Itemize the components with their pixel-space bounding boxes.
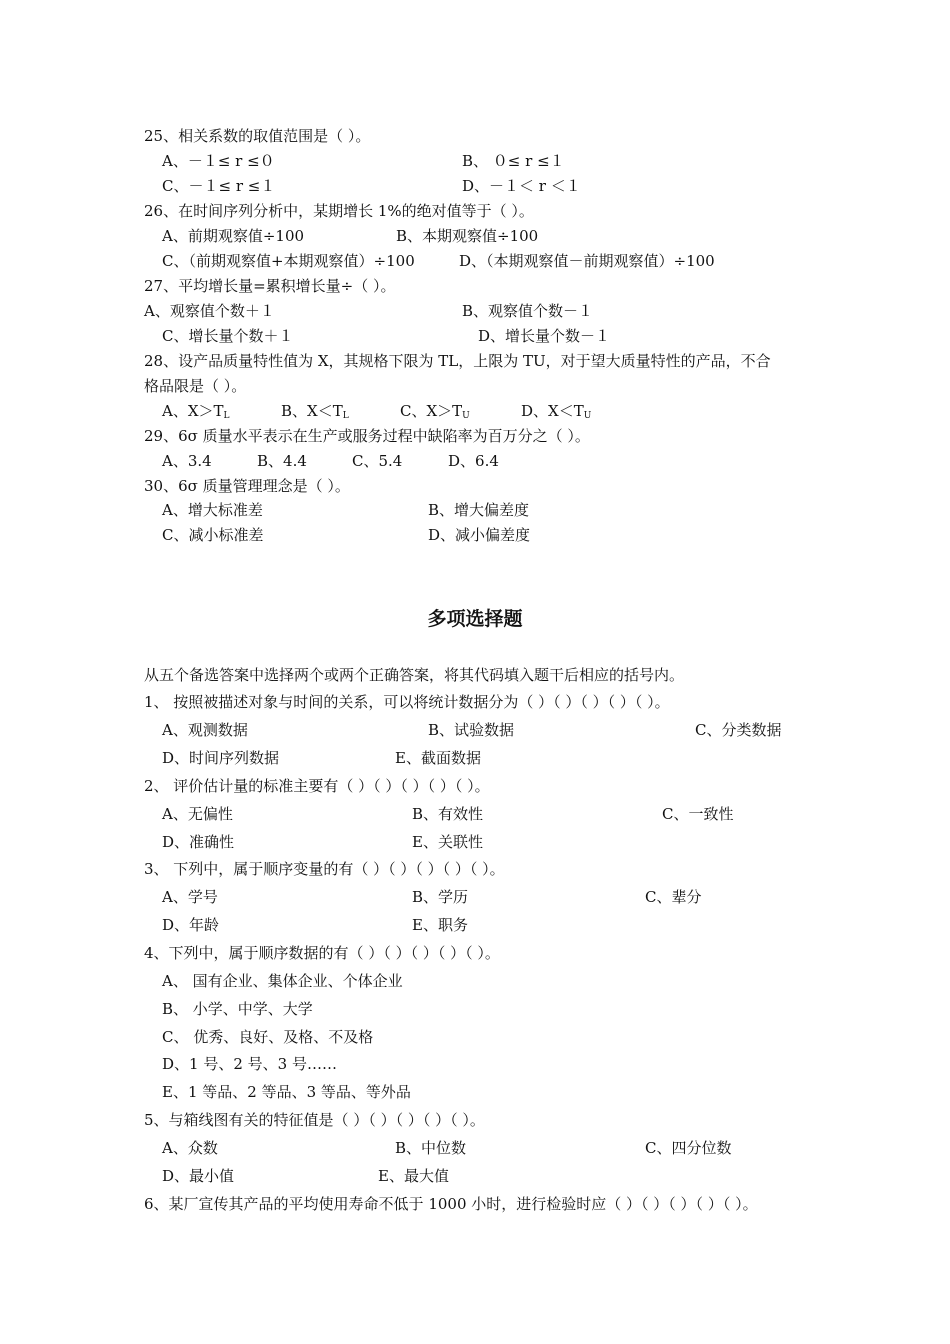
q30-option-c: C、减小标准差 — [162, 526, 264, 544]
m2-option-e: E、关联性 — [412, 833, 483, 851]
q29-option-b: B、4.4 — [257, 452, 307, 470]
m1-option-e: E、截面数据 — [395, 749, 481, 767]
q26-option-c: C、（前期观察值+本期观察值）÷100 — [162, 252, 415, 270]
m3-option-e: E、职务 — [412, 916, 468, 934]
q27-option-c: C、增长量个数＋１ — [162, 327, 294, 345]
m4-option-b: B、 小学、中学、大学 — [162, 1000, 313, 1018]
m4-option-c: C、 优秀、良好、及格、不及格 — [162, 1028, 374, 1046]
m5-option-d: D、最小值 — [162, 1167, 235, 1185]
q28-stem-line1: 28、设产品质量特性值为 X，其规格下限为 TL，上限为 TU，对于望大质量特性的产品，不合 — [144, 352, 771, 370]
m4-stem: 4、下列中，属于顺序数据的有（ ）（ ）（ ）（ ）（ ）。 — [144, 944, 500, 962]
m5-stem: 5、与箱线图有关的特征值是（ ）（ ）（ ）（ ）（ ）。 — [144, 1111, 485, 1129]
q26-option-d: D、（本期观察值－前期观察值）÷100 — [459, 252, 715, 270]
m5-option-c: C、四分位数 — [645, 1139, 732, 1157]
m5-option-b: B、中位数 — [395, 1139, 467, 1157]
q29-option-d: D、6.4 — [448, 452, 499, 470]
q30-option-a: A、增大标准差 — [162, 501, 263, 519]
q27-option-b: B、观察值个数－１ — [462, 302, 594, 320]
m5-option-e: E、最大值 — [378, 1167, 449, 1185]
q25-option-b: B、 ０≤ r ≤１ — [462, 152, 565, 170]
q29-option-c: C、5.4 — [352, 452, 403, 470]
q30-option-d: D、减小偏差度 — [428, 526, 531, 544]
m3-option-c: C、辈分 — [645, 888, 702, 906]
m1-option-d: D、时间序列数据 — [162, 749, 280, 767]
m5-option-a: A、众数 — [162, 1139, 218, 1157]
q26-stem: 26、在时间序列分析中，某期增长 1%的绝对值等于（ ）。 — [144, 202, 534, 220]
q26-option-a: A、前期观察值÷100 — [162, 227, 305, 245]
m2-stem: 2、 评价估计量的标准主要有（ ）（ ）（ ）（ ）（ ）。 — [144, 777, 490, 795]
section-heading: 多项选择题 — [427, 608, 523, 630]
m4-option-e: E、1 等品、2 等品、3 等品、等外品 — [162, 1083, 411, 1101]
q25-stem: 25、相关系数的取值范围是（ ）。 — [144, 127, 371, 145]
m1-option-c: C、分类数据 — [695, 721, 782, 739]
m3-stem: 3、 下列中，属于顺序变量的有（ ）（ ）（ ）（ ）（ ）。 — [144, 860, 505, 878]
m3-option-b: B、学历 — [412, 888, 469, 906]
m2-option-b: B、有效性 — [412, 805, 484, 823]
m4-option-a: A、 国有企业、集体企业、个体企业 — [162, 972, 403, 990]
q28-option-a: A、$X>T_L$ — [162, 402, 230, 421]
q28-stem-line2: 格品限是（ ）。 — [144, 377, 247, 395]
q30-stem: 30、6σ 质量管理理念是（ ）。 — [144, 477, 350, 495]
section-instruction: 从五个备选答案中选择两个或两个正确答案，将其代码填入题干后相应的括号内。 — [144, 666, 685, 684]
m3-option-d: D、年龄 — [162, 916, 220, 934]
m3-option-a: A、学号 — [162, 888, 218, 906]
q30-option-b: B、增大偏差度 — [428, 501, 530, 519]
m2-option-d: D、准确性 — [162, 833, 235, 851]
q25-option-a: A、－１≤ r ≤０ — [162, 152, 275, 170]
m1-option-a: A、观测数据 — [162, 721, 248, 739]
q27-option-d: D、增长量个数－１ — [478, 327, 611, 345]
q28-option-c: C、$X>T_U$ — [400, 402, 470, 421]
q29-stem: 29、6σ 质量水平表示在生产或服务过程中缺陷率为百万分之（ ）。 — [144, 427, 590, 445]
q27-option-a: A、观察值个数＋１ — [144, 302, 275, 320]
m2-option-a: A、无偏性 — [162, 805, 233, 823]
q26-option-b: B、本期观察值÷100 — [396, 227, 539, 245]
q25-option-d: D、－１＜ r ＜１ — [462, 177, 581, 195]
m4-option-d: D、1 号、2 号、3 号…… — [162, 1055, 337, 1073]
m2-option-c: C、一致性 — [662, 805, 734, 823]
m6-stem: 6、某厂宣传其产品的平均使用寿命不低于 1000 小时，进行检验时应（ ）（ ）（ ）（ ）（ ）。 — [144, 1195, 758, 1213]
q28-option-b: B、$X<T_L$ — [281, 402, 349, 421]
m1-option-b: B、试验数据 — [428, 721, 515, 739]
m1-stem: 1、 按照被描述对象与时间的关系，可以将统计数据分为（ ）（ ）（ ）（ ）（ ）。 — [144, 693, 670, 711]
q25-option-c: C、－１≤ r ≤１ — [162, 177, 276, 195]
q27-stem: 27、平均增长量=累积增长量÷（ ）。 — [144, 277, 396, 295]
q29-option-a: A、3.4 — [162, 452, 212, 470]
q28-option-d: D、$X<T_U$ — [521, 402, 592, 421]
